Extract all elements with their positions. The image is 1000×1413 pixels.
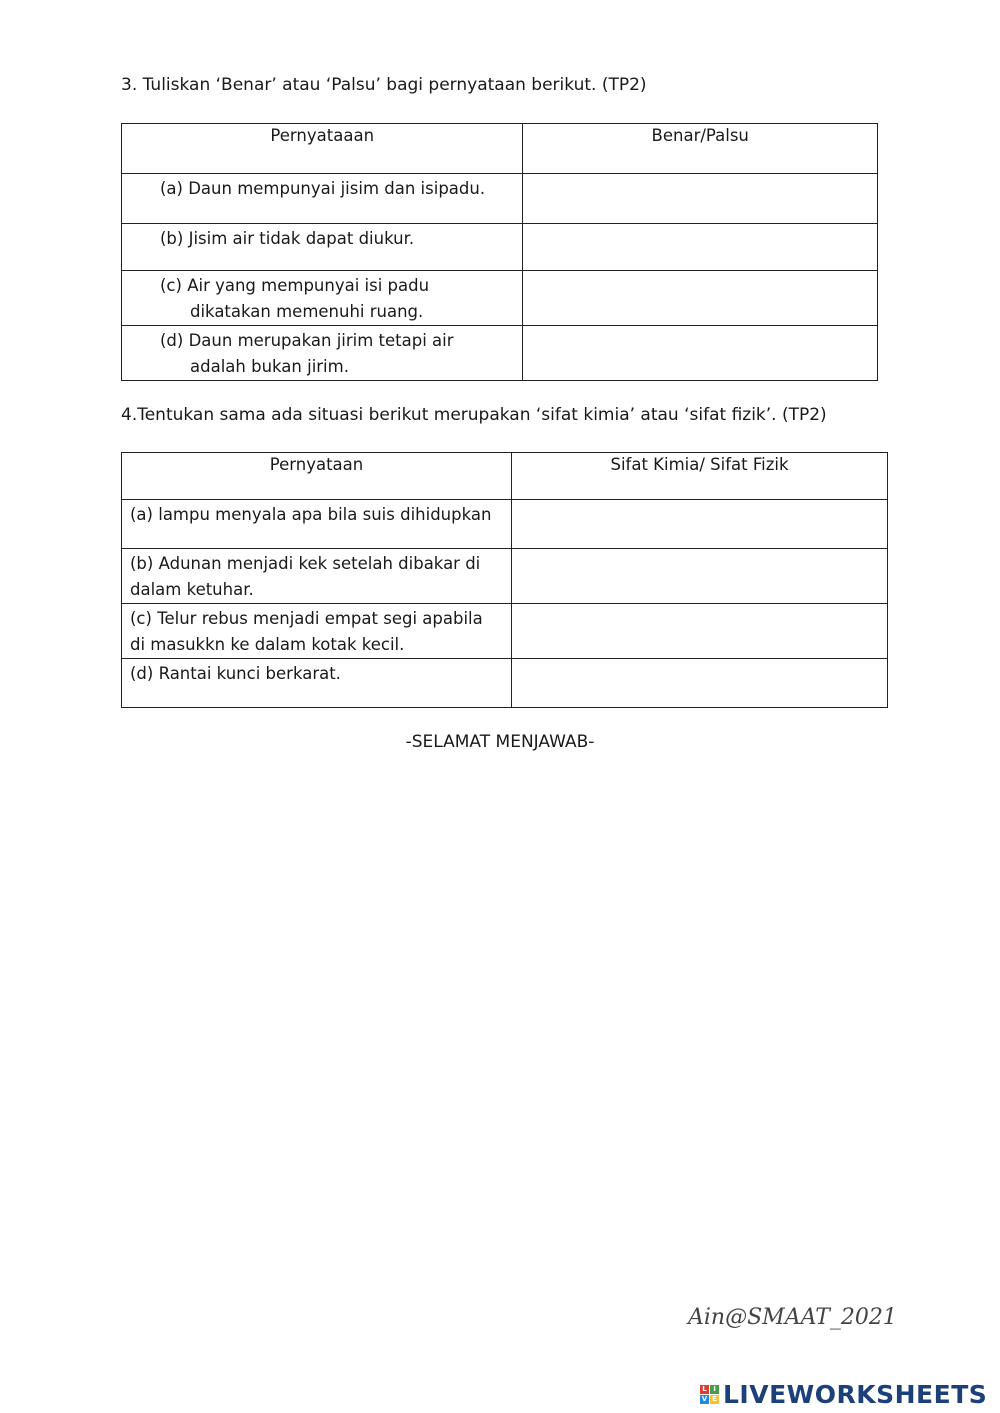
table-row	[122, 604, 888, 659]
statement-d: (d) Daun merupakan jirim tetapi air adalah bukan jirim.	[122, 326, 523, 381]
statement-a: (a) lampu menyala apa bila suis dihidupkan	[122, 500, 512, 549]
logo-letter-v: V	[701, 1394, 708, 1403]
table-row	[122, 174, 878, 224]
author-signature: Ain@SMAAT_2021	[688, 1305, 897, 1330]
table-row	[122, 500, 888, 549]
true-false-table	[121, 123, 878, 381]
table-row	[122, 326, 878, 381]
table-header-row	[122, 453, 888, 500]
answer-cell-c[interactable]	[523, 271, 878, 326]
table-header-row	[122, 124, 878, 174]
statement-c: (c) Air yang mempunyai isi padu dikatakan memenuhi ruang.	[122, 271, 523, 326]
table-row	[122, 224, 878, 271]
answer-cell-b[interactable]	[523, 224, 878, 271]
logo-letter-e: E	[710, 1395, 719, 1404]
header-statement: Pernyataan	[122, 453, 512, 500]
answer-cell-d[interactable]	[523, 326, 878, 381]
answer-cell-d[interactable]	[511, 659, 887, 708]
liveworksheets-brand[interactable]	[700, 1378, 987, 1410]
answer-cell-a[interactable]	[511, 500, 887, 549]
question-3-title: 3. Tuliskan ‘Benar’ atau ‘Palsu’ bagi pernyataan berikut. (TP2)	[121, 75, 647, 95]
answer-cell-c[interactable]	[511, 604, 887, 659]
table-row	[122, 659, 888, 708]
chemical-physical-table	[121, 452, 888, 708]
table-row	[122, 271, 878, 326]
liveworksheets-logo-icon	[700, 1385, 719, 1404]
statement-c: (c) Telur rebus menjadi empat segi apabila di masukkn ke dalam kotak kecil.	[122, 604, 512, 659]
statement-b: (b) Jisim air tidak dapat diukur.	[122, 224, 523, 271]
question-4-title: 4.Tentukan sama ada situasi berikut merupakan ‘sifat kimia’ atau ‘sifat fizik’. (TP2)	[121, 405, 827, 425]
statement-a: (a) Daun mempunyai jisim dan isipadu.	[122, 174, 523, 224]
header-statement: Pernyataaan	[122, 124, 523, 174]
brand-text: LIVEWORKSHEETS	[723, 1379, 988, 1409]
answer-cell-a[interactable]	[523, 174, 878, 224]
logo-letter-l: L	[700, 1385, 709, 1394]
header-property: Sifat Kimia/ Sifat Fizik	[511, 453, 887, 500]
table-row	[122, 549, 888, 604]
answer-cell-b[interactable]	[511, 549, 887, 604]
header-true-false: Benar/Palsu	[523, 124, 878, 174]
statement-b: (b) Adunan menjadi kek setelah dibakar di dalam ketuhar.	[122, 549, 512, 604]
closing-text: -SELAMAT MENJAWAB-	[405, 732, 595, 752]
statement-d: (d) Rantai kunci berkarat.	[122, 659, 512, 708]
logo-letter-i: I	[710, 1385, 719, 1394]
